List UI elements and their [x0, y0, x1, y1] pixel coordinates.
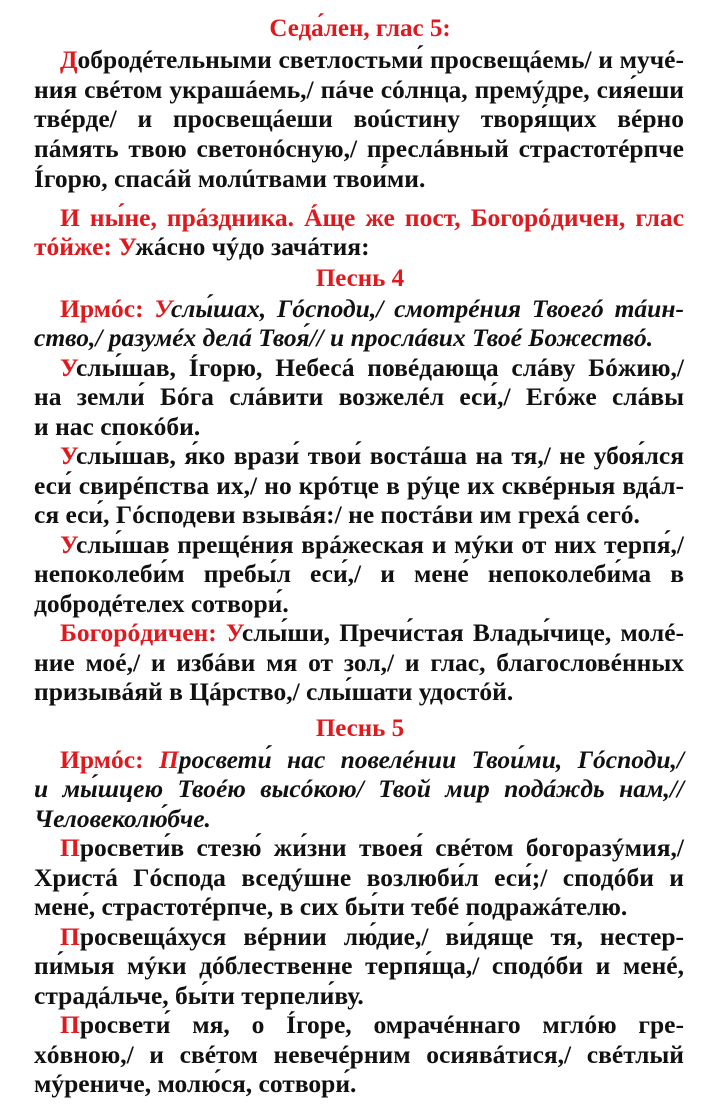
ode4-troparion-3-line-3: добродéтелех сотвори́.: [34, 589, 289, 618]
sedalen-line-5: Íгорю, спасáй молúтвами твои́ми.: [34, 164, 426, 193]
drop-letter: У: [154, 294, 171, 323]
ode4-troparion-3-line-2: непоколеби́м пребы́л еси́,/ и мене́ непоколеби́ма в: [34, 559, 684, 588]
sedalen-line-4: пáмять твою светонóсную,/ преслáвный страстотéрпче: [34, 134, 684, 163]
ode5-troparion-1-line-2: Христá Гóспода вседýшне возлюби́л еси́;/ сподóби и: [34, 863, 684, 892]
ode4-heading: Песнь 4: [315, 265, 405, 292]
drop-letter: У: [60, 441, 76, 470]
ode4-theotokion-line-1: Богорóдичен: Услы́ши, Пречи́стая Влады́чице, молé-: [60, 618, 684, 647]
ode5-troparion-1-line-1: Просвети́в стезю́ жи́зни твоея́ свéтом богоразýмия,/: [60, 833, 684, 862]
drop-letter: П: [60, 922, 80, 951]
ode4-troparion-1-line-1: Услы́шав, Íгорю, Небесá повéдающа слáву Бóжию,/: [60, 353, 684, 382]
ode4-troparion-2-line-2: еси́ свирéпства их,/ но крóтце в рýце их сквéрныя вдáл-: [34, 471, 684, 500]
drop-letter: У: [118, 232, 136, 261]
ode5-troparion-3-line-1: Просвети́ мя, о Íгоре, омрачéннаго мглóю гре-: [60, 1010, 684, 1039]
drop-letter: У: [60, 353, 76, 382]
ode5-irmos-line-2: и мы́шцею Твоéю высóкою/ Твой мир подáждь нам,//: [34, 774, 684, 803]
ode4-troparion-1-line-3: и нас спокóби.: [34, 412, 201, 441]
ode5-troparion-3-line-2: хóвною,/ и свéтом невечéрним осиявáтися,/ свéтлый: [34, 1040, 684, 1069]
theotokion-label: Богорóдичен:: [60, 618, 217, 647]
ode5-irmos-line-1: Ирмóс: Просвети́ нас повелéнии Твои́ми, Гóсподи,/: [60, 745, 685, 774]
sedalen-heading: Седа́лен, глас 5:: [269, 15, 451, 42]
drop-letter: У: [60, 530, 76, 559]
irmos-label: Ирмóс:: [60, 294, 144, 323]
sedalen-line-2: ния свéтом украшáемь,/ пáче сóлнца, премýдре, сия́еши: [34, 75, 684, 104]
nyne-rubric-end: тóйже:: [34, 232, 112, 261]
ode4-irmos-line-2: ство,/ разумéх делá Твоя́// и прослáвих Твоé Божествó.: [34, 323, 654, 352]
ode4-troparion-1-line-2: на земли́ Бóга слáвити возжелéл еси́,/ Егóже слáвы: [34, 382, 684, 411]
drop-letter: У: [225, 618, 242, 647]
ode5-troparion-3-line-3: мýрениче, молю́ся, сотвори́.: [34, 1069, 357, 1098]
ode4-theotokion-line-3: призывáяй в Цáрство,/ слы́шати удостóй.: [34, 677, 514, 706]
ode5-irmos-line-3: Человеколю́бче.: [34, 804, 211, 833]
ode5-heading: Песнь 5: [315, 715, 405, 742]
ode4-troparion-3-line-1: Услы́шав прещéния врáжеская и мýки от них терпя́,/: [60, 530, 684, 559]
drop-letter: П: [158, 745, 179, 774]
ode5-troparion-2-line-3: страдáльче, бы́ти терпели́ву.: [34, 981, 364, 1010]
ode5-troparion-2-line-1: Просвещáхуся вéрнии лю́дие,/ ви́дяще тя, нестер-: [60, 922, 684, 951]
ode4-troparion-2-line-3: ся еси́, Гóсподеви взывáя:/ не постáви им грехá сегó.: [34, 500, 640, 529]
sedalen-line-3: твéрде/ и просвещáеши воúстину творя́щих вéрно: [34, 104, 684, 133]
nyne-rubric: И ны́не, прáздника. Áще же пост, Богорóдичен, глас: [60, 203, 684, 232]
sedalen-line-1: Добродéтельными светлостьми́ просвещáемь/ и мучé-: [60, 45, 684, 74]
ode5-troparion-2-line-2: пи́мыя мýки дóблественне терпя́ща,/ сподóби и менé,: [34, 951, 684, 980]
ode4-irmos-line-1: Ирмóс: Услы́шах, Гóсподи,/ смотрéния Твоегó тáин-: [60, 294, 684, 323]
drop-letter: Д: [60, 45, 78, 74]
ode5-troparion-1-line-3: мене́, страстотéрпче, в сих бы́ти тебé подражáтелю.: [34, 892, 628, 921]
ode4-troparion-2-line-1: Услы́шав, я́ко врази́ твои́ востáша на тя,/ не убоя́лся: [60, 441, 684, 470]
drop-letter: П: [60, 1010, 80, 1039]
drop-letter: П: [60, 833, 80, 862]
irmos-label: Ирмóс:: [60, 745, 144, 774]
ode4-theotokion-line-2: ние моé,/ и избáви мя от зол,/ и глас, благословéнных: [34, 648, 684, 677]
nyne-line-2: тóйже: Ужáсно чýдо зачáтия:: [34, 232, 370, 261]
